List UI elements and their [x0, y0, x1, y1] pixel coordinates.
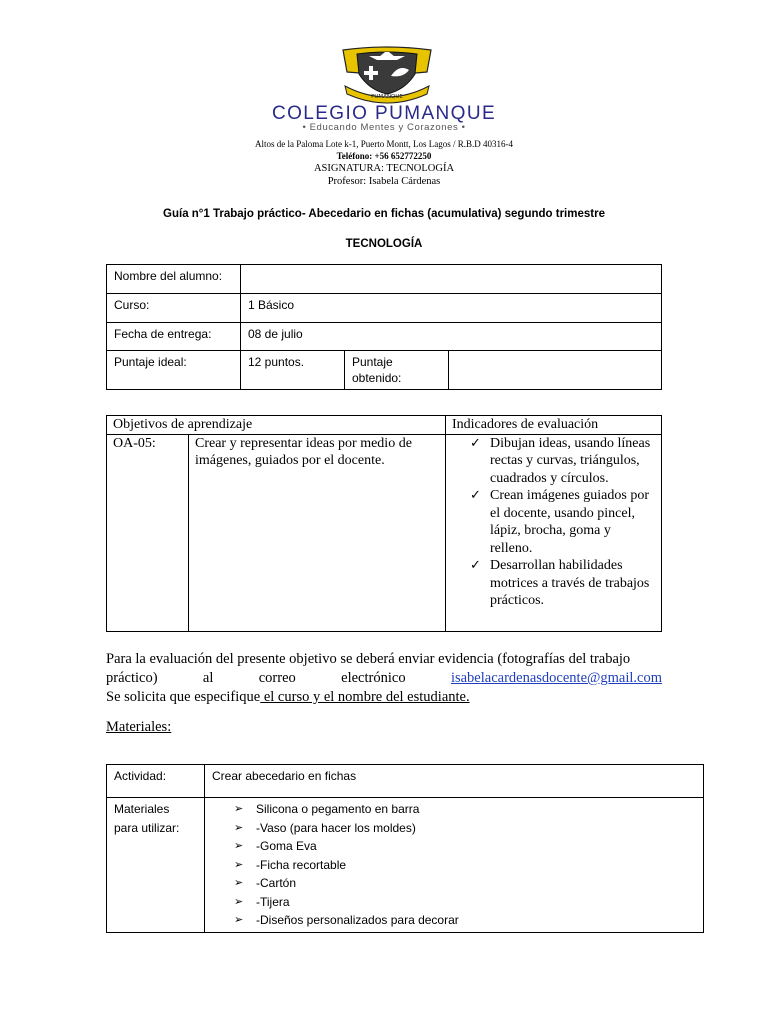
svg-text:PUMANQUE: PUMANQUE	[371, 94, 403, 100]
indicator-item: ✓ Dibujan ideas, usando líneas rectas y curvas, triángulos, cuadrados y círculos.	[470, 435, 651, 486]
check-icon: ✓	[470, 488, 481, 503]
arrow-bullet-icon: ➢	[234, 857, 244, 871]
objectives-header: Objetivos de aprendizaje	[107, 416, 446, 435]
check-icon: ✓	[470, 558, 481, 573]
guide-subtitle: TECNOLOGÍA	[345, 238, 423, 250]
school-phone: Teléfono: +56 652772250	[336, 151, 432, 161]
objective-description: Crear y representar ideas por medio de imágenes, guiados por el docente.	[189, 434, 446, 631]
objectives-table	[106, 415, 662, 632]
arrow-bullet-icon: ➢	[234, 894, 244, 908]
school-name: COLEGIO PUMANQUE	[271, 103, 497, 124]
ideal-score-label: Puntaje ideal:	[107, 351, 241, 390]
check-icon: ✓	[470, 435, 481, 451]
arrow-bullet-icon: ➢	[234, 913, 244, 926]
materials-label: Materiales para utilizar:	[107, 798, 205, 933]
material-item: ➢ -Goma Eva	[212, 837, 696, 856]
obtained-score-label: Puntaje obtenido:	[345, 351, 449, 390]
material-item: ➢ Silicona o pegamento en barra	[212, 800, 696, 819]
subject-line: ASIGNATURA: TECNOLOGÍA	[313, 163, 455, 174]
activity-label: Actividad:	[107, 765, 205, 798]
arrow-bullet-icon: ➢	[234, 820, 244, 834]
material-item: ➢ -Ficha recortable	[212, 856, 696, 875]
material-item: ➢ -Cartón	[212, 874, 696, 893]
arrow-bullet-icon: ➢	[234, 839, 244, 852]
evaluation-paragraph: Para la evaluación del presente objetivo se deberá enviar evidencia (fotografías del trabajo práctico) al correo electrónico isabelacardenasdocente@gmail.com Se solicita que especifique el curso y el nombre del estudiante.	[106, 651, 662, 705]
ideal-score-value: 12 puntos.	[241, 351, 345, 390]
student-info-table	[106, 264, 662, 390]
materials-list	[212, 800, 696, 930]
material-item: ➢ -Vaso (para hacer los moldes)	[212, 819, 696, 838]
school-logo	[339, 46, 435, 104]
arrow-bullet-icon: ➢	[234, 876, 244, 889]
email-link[interactable]: isabelacardenasdocente@gmail.com	[450, 670, 662, 686]
teacher-line: Profesor: Isabela Cárdenas	[327, 176, 441, 187]
indicators-list	[446, 435, 661, 610]
materials-heading: Materiales:	[106, 719, 172, 735]
guide-title: Guía n°1 Trabajo práctico- Abecedario en fichas (acumulativa) segundo trimestre	[163, 208, 605, 220]
name-label: Nombre del alumno:	[107, 265, 241, 294]
school-motto: • Educando Mentes y Corazones •	[302, 122, 466, 133]
indicator-item: ✓ Crean imágenes guiados por el docente, usando pincel, lápiz, brocha, goma y relleno.	[470, 488, 650, 556]
course-label: Curso:	[107, 294, 241, 323]
material-item: ➢ -Diseños personalizados para decorar	[212, 911, 696, 930]
obtained-score-value-cell[interactable]	[449, 351, 662, 390]
arrow-bullet-icon: ➢	[234, 802, 244, 815]
date-value: 08 de julio	[241, 323, 662, 351]
school-address: Altos de la Paloma Lote k-1, Puerto Montt, Los Lagos / R.B.D 40316-4	[255, 139, 513, 149]
underlined-instruction: el curso y el nombre del estudiante.	[260, 689, 470, 705]
materials-table	[106, 764, 704, 933]
course-value: 1 Básico	[241, 294, 662, 323]
indicators-header: Indicadores de evaluación	[446, 416, 662, 435]
name-value-cell[interactable]	[241, 265, 662, 294]
date-label: Fecha de entrega:	[107, 323, 241, 351]
material-item: ➢ -Tijera	[212, 893, 696, 912]
indicator-item: ✓ Desarrollan habilidades motrices a través de trabajos prácticos.	[470, 558, 650, 608]
activity-value: Crear abecedario en fichas	[205, 765, 704, 798]
objective-code: OA-05:	[107, 434, 189, 631]
